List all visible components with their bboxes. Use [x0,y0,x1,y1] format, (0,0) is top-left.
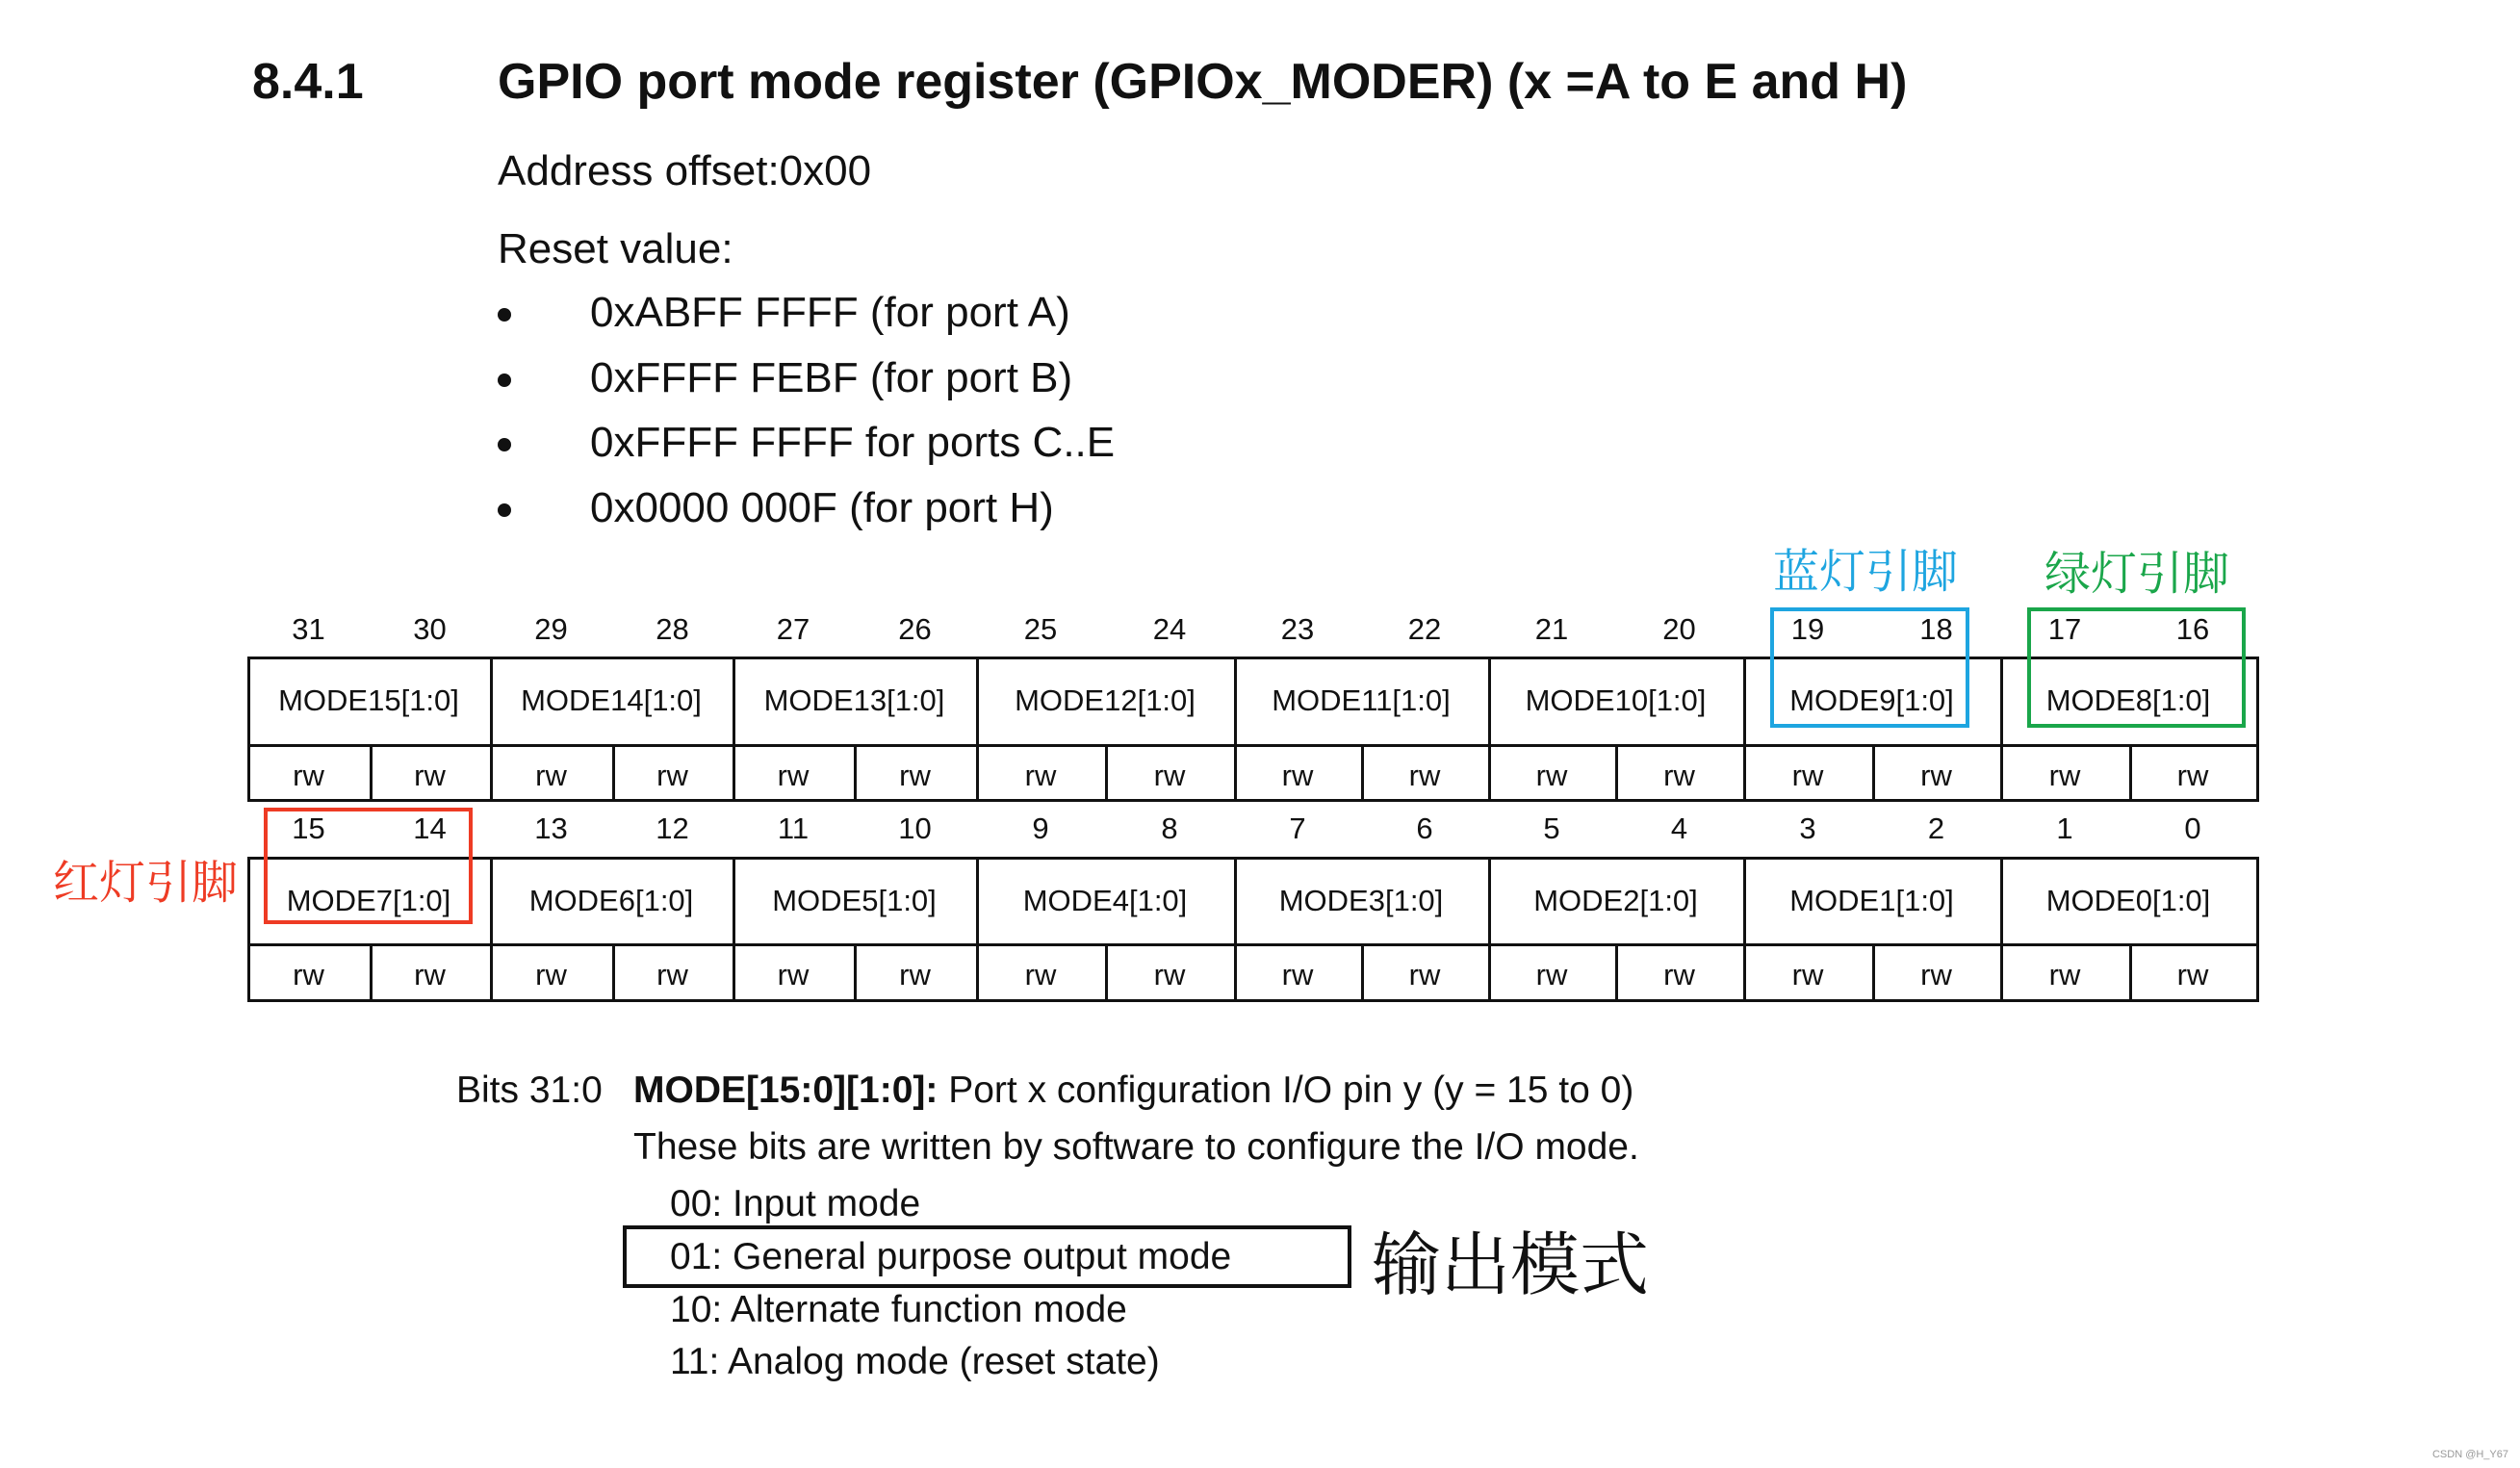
bullet-icon [498,373,511,387]
access-type: rw [1024,759,1057,792]
bits-range: Bits 31:0 [456,1069,603,1111]
table-border [2256,744,2259,802]
field-summary: Port x configuration I/O pin y (y = 15 to 0) [938,1069,1634,1111]
blue-pin-note: 蓝灯引脚 [1773,547,1959,598]
table-border [247,999,2256,1002]
bullet-icon [498,308,511,322]
register-field: MODE12[1:0] [1015,683,1196,717]
bit-number: 10 [898,811,932,845]
access-type: rw [1663,759,1695,792]
table-border [247,799,2256,802]
bit-number: 31 [292,612,325,646]
register-field: MODE9[1:0] [1789,683,1954,717]
bit-number: 30 [413,612,447,646]
mode-option: 01: General purpose output mode [670,1236,1232,1277]
register-field: MODE13[1:0] [763,683,945,717]
access-type: rw [1408,958,1441,992]
bit-number: 22 [1407,612,1442,646]
bit-number: 0 [2184,811,2201,845]
table-border [2256,857,2259,946]
mode-option: 10: Alternate function mode [670,1289,1127,1330]
bit-number: 25 [1023,612,1058,646]
access-type: rw [414,759,446,792]
bit-number: 23 [1280,612,1315,646]
red-pin-highlight-box [264,808,473,924]
table-border [247,857,2256,860]
register-field: MODE3[1:0] [1278,884,1444,917]
table-border [247,943,2256,946]
bit-number: 8 [1161,811,1178,845]
access-type: rw [1408,759,1441,792]
bit-number: 20 [1662,612,1696,646]
register-field: MODE0[1:0] [2045,884,2211,917]
section-title: GPIO port mode register (GPIOx_MODER) (x =A to E and H) [498,54,1908,110]
bit-number: 9 [1032,811,1049,845]
bit-number: 15 [292,811,325,845]
field-description [633,1069,1633,1112]
register-field: MODE6[1:0] [528,884,694,917]
bit-number: 27 [776,612,810,646]
access-type: rw [535,958,567,992]
mode-option: 00: Input mode [670,1183,921,1224]
register-field: MODE4[1:0] [1022,884,1188,917]
bullet-icon [498,503,511,517]
access-type: rw [1920,759,1952,792]
watermark: CSDN @H_Y67 [2431,1449,2508,1460]
table-border [247,744,2256,747]
table-border [2256,943,2259,1002]
access-type: rw [293,958,324,992]
bit-number: 17 [2047,612,2082,646]
access-type: rw [1791,958,1824,992]
register-field: MODE2[1:0] [1533,884,1698,917]
access-type: rw [1153,958,1186,992]
access-type: rw [2048,958,2081,992]
blue-pin-highlight-box [1770,607,1969,728]
register-field: MODE8[1:0] [2045,683,2211,717]
red-pin-note: 红灯引脚 [53,858,239,909]
bit-number: 2 [1927,811,1945,845]
bit-number: 12 [656,811,689,845]
access-type: rw [1663,958,1695,992]
access-type: rw [899,958,931,992]
access-type: rw [2176,958,2209,992]
register-field: MODE7[1:0] [286,884,451,917]
register-field: MODE5[1:0] [772,884,937,917]
bit-number: 7 [1289,811,1306,845]
bit-number: 5 [1543,811,1560,845]
access-type: rw [293,759,324,792]
description-line: These bits are written by software to configure the I/O mode. [633,1126,1639,1168]
access-type: rw [2048,759,2081,792]
access-type: rw [899,759,931,792]
field-name: MODE[15:0][1:0]: [633,1069,939,1111]
output-mode-note: 输出模式 [1372,1227,1650,1304]
bit-number: 4 [1670,811,1688,845]
access-type: rw [1791,759,1824,792]
bit-number: 11 [777,811,810,845]
bit-number: 16 [2175,612,2210,646]
access-type: rw [777,759,810,792]
register-field: MODE1[1:0] [1789,884,1954,917]
bit-number: 18 [1919,612,1953,646]
access-type: rw [1281,759,1314,792]
access-type: rw [1920,958,1952,992]
bit-number: 24 [1152,612,1187,646]
bit-number: 19 [1790,612,1825,646]
green-pin-highlight-box [2027,607,2246,728]
register-field: MODE11[1:0] [1272,683,1451,717]
register-field: MODE14[1:0] [521,683,702,717]
section-number: 8.4.1 [252,54,364,110]
access-type: rw [656,759,688,792]
bit-number: 28 [656,612,689,646]
green-pin-note: 绿灯引脚 [2044,549,2230,600]
access-type: rw [656,958,688,992]
access-type: rw [1535,958,1568,992]
access-type: rw [2176,759,2209,792]
bit-number: 6 [1416,811,1433,845]
bullet-icon [498,438,511,451]
bit-number: 21 [1534,612,1569,646]
bit-number: 14 [413,811,447,845]
reset-value-label: Reset value: [498,225,733,272]
access-type: rw [414,958,446,992]
bit-number: 1 [2056,811,2073,845]
mode-option: 11: Analog mode (reset state) [670,1341,1160,1382]
bit-number: 29 [534,612,568,646]
bit-number: 3 [1799,811,1816,845]
register-field: MODE15[1:0] [278,683,459,717]
address-offset: Address offset:0x00 [498,147,872,194]
access-type: rw [1024,958,1057,992]
register-field: MODE10[1:0] [1525,683,1707,717]
output-mode-highlight-box [623,1225,1351,1288]
table-border [2256,657,2259,747]
access-type: rw [1281,958,1314,992]
access-type: rw [535,759,567,792]
access-type: rw [777,958,810,992]
access-type: rw [1535,759,1568,792]
bit-number: 13 [534,811,568,845]
access-type: rw [1153,759,1186,792]
bit-number: 26 [898,612,932,646]
